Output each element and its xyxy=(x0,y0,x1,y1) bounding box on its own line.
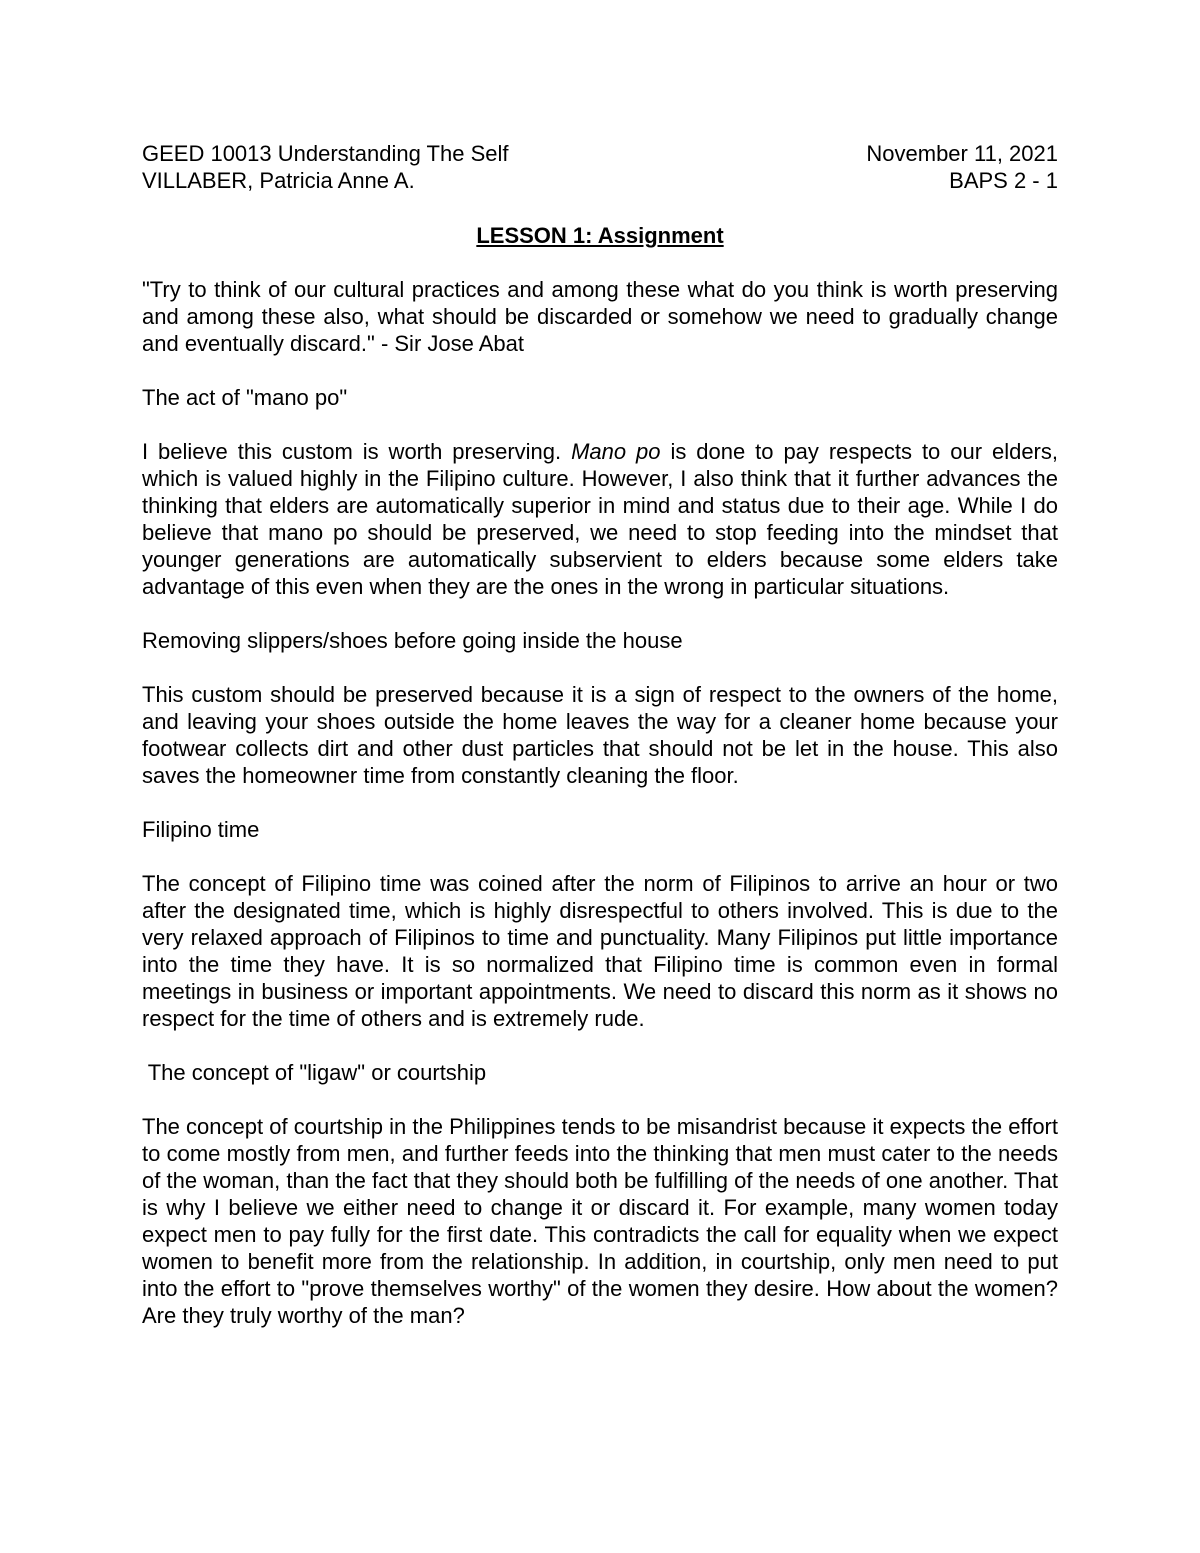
assignment-prompt: "Try to think of our cultural practices and among these what do you think is worth preserving and among these also, what should be discarded or somehow we need to gradually change and eventually discard." - Sir Jose Abat xyxy=(142,277,1058,356)
section-body-shoes: This custom should be preserved because it is a sign of respect to the owners of the home, and leaving your shoes outside the home leaves the way for a cleaner home because your footwear collects dirt and other dust particles that should not be let in the house. This also saves the homeowner time from constantly cleaning the floor. xyxy=(142,682,1058,788)
class-section: BAPS 2 - 1 xyxy=(949,168,1058,193)
italic-term: Mano po xyxy=(571,439,661,464)
section-heading-mano-po: The act of "mano po" xyxy=(142,385,348,410)
header-row-2 xyxy=(142,167,1058,194)
student-name: VILLABER, Patricia Anne A. xyxy=(142,168,415,193)
submission-date: November 11, 2021 xyxy=(866,141,1058,166)
document-page xyxy=(142,140,1058,1329)
course-name: GEED 10013 Understanding The Self xyxy=(142,141,509,166)
section-heading-filipino-time: Filipino time xyxy=(142,817,260,842)
body-rest: is done to pay respects to our elders, which is valued highly in the Filipino culture. However, I also think that it further advances the thinking that elders are automatically superior in mind and status due to their age. While I do believe that mano po should be preserved, we need to stop feeding into the mindset that younger generations are automatically subservient to elders because some elders take advantage of this even when they are the ones in the wrong in particular situations. xyxy=(142,439,1058,599)
title-container xyxy=(142,222,1058,249)
section-heading-ligaw: The concept of "ligaw" or courtship xyxy=(142,1060,487,1085)
page-title: LESSON 1: Assignment xyxy=(476,223,724,248)
section-body-filipino-time: The concept of Filipino time was coined after the norm of Filipinos to arrive an hour or two after the designated time, which is highly disrespectful to others involved. This is due to the very relaxed approach of Filipinos to time and punctuality. Many Filipinos put little importance into the time they have. It is so normalized that Filipino time is common even in formal meetings in business or important appointments. We need to discard this norm as it shows no respect for the time of others and is extremely rude. xyxy=(142,871,1058,1031)
header-row-1 xyxy=(142,140,1058,167)
section-body-ligaw: The concept of courtship in the Philippines tends to be misandrist because it expects the effort to come mostly from men, and further feeds into the thinking that men must cater to the needs of the woman, than the fact that they should both be fulfilling of the needs of one another. That is why I believe we either need to change it or discard it. For example, many women today expect men to pay fully for the first date. This contradicts the call for equality when we expect women to benefit more from the relationship. In addition, in courtship, only men need to put into the effort to "prove themselves worthy" of the women they desire. How about the women? Are they truly worthy of the man? xyxy=(142,1114,1058,1328)
section-heading-shoes: Removing slippers/shoes before going inside the house xyxy=(142,628,683,653)
section-body-mano-po xyxy=(142,438,1058,600)
body-prefix: I believe this custom is worth preserving. xyxy=(142,439,572,464)
